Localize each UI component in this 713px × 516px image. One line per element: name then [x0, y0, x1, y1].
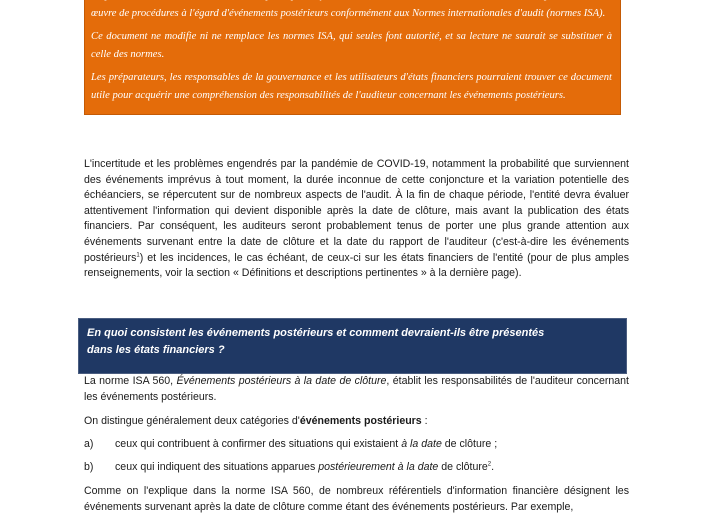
list-item-a-text: ceux qui contribuent à confirmer des situations qui existaient à la date de clôture ; [115, 438, 498, 450]
covid-uncertainty-paragraph [84, 157, 629, 282]
heading-line-2: dans les états financiers ? [87, 344, 225, 356]
categories-prefix: On distingue généralement deux catégories d' [84, 415, 300, 427]
heading-line-1: En quoi consistent les événements postérieurs et comment devraient-ils être présentés [87, 327, 545, 339]
list-marker-a: a) [84, 438, 94, 450]
frameworks-paragraph: Comme on l'explique dans la norme ISA 560, de nombreux référentiels d'information financière désignent les événements survenant après la date de clôture comme étant des événements postérieurs. Par exemple, [84, 485, 629, 513]
categories-intro-line [84, 414, 629, 430]
intro-callout-box [84, 0, 621, 115]
paragraph-text: L'incertitude et les problèmes engendrés par la pandémie de COVID-19, notamment la probabilité que surviennent des événements imprévus à tout moment, la durée inconnue de cette conjoncture et la variation potentielle des échéanciers, se répercutent sur de nombreux aspects de l'audit. À la fin de chaque période, l'entité devra évaluer attentivement l'information qui devient disponible après la date de clôture, mais avant la publication des états financiers. Par conséquent, les auditeurs seront probablement tenus de porter une plus grande attention aux événements survenant entre la date de clôture et la date du rapport de l'auditeur (c'est-à-dire les événements postérieurs [84, 158, 629, 264]
footnote-ref-2[interactable]: 2 [487, 461, 492, 468]
list-item-b-text: ceux qui indiquent des situations apparues postérieurement à la date de clôture$^2$. [115, 461, 495, 473]
isa-suffix: , établit les responsabilités de l'auditeur concernant les événements postérieurs. [84, 375, 629, 403]
emphasis-at-date: à la date [401, 438, 442, 450]
intro-paragraph-3: Les préparateurs, les responsables de la gouvernance et les utilisateurs d'états financiers pourraient trouver ce document utile pour acquérir une compréhension des responsabilités de l'auditeur concernant les événements postérieurs. [91, 72, 612, 101]
footnote-ref-1[interactable]: 1 [136, 252, 140, 259]
list-marker-b: b) [84, 461, 94, 473]
intro-paragraph-1: œuvre de procédures à l'égard d'événements postérieurs conformément aux Normes internationales d'audit (normes ISA). [91, 8, 606, 19]
isa-prefix: La norme ISA 560, [84, 375, 177, 387]
intro-paragraph-2: Ce document ne modifie ni ne remplace les normes ISA, qui seules font autorité, et sa lecture ne saurait se substituer à celle des normes. [91, 31, 612, 60]
isa-560-paragraph [84, 374, 629, 405]
standard-title: Événements postérieurs à la date de clôture [176, 375, 387, 387]
emphasis-after-date: postérieurement à la date [318, 461, 439, 473]
section-question-heading [78, 318, 627, 374]
paragraph-text-continued: ) et les incidences, le cas échéant, de ceux-ci sur les états financiers de l'entité (pour de plus amples renseignements, voir la section « Définitions et descriptions pertinentes » à la dernière page). [84, 251, 629, 280]
subsequent-events-term: événements postérieurs [299, 415, 422, 427]
categories-suffix: : [421, 415, 428, 427]
